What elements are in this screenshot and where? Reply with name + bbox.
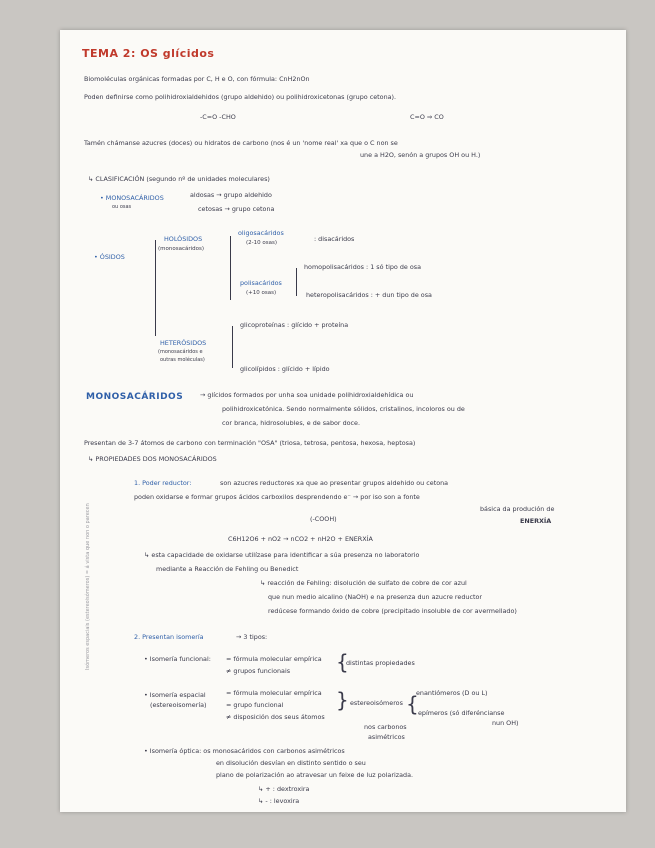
iso-espacial-a: = fórmula molecular empírica	[226, 689, 322, 697]
cetosas: cetosas → grupo cetona	[198, 205, 275, 213]
osidos-label: • ÓSIDOS	[94, 253, 125, 261]
oligosacaridos-label: oligosacáridos	[238, 229, 284, 237]
monosacaridos-label: • MONOSACÁRIDOS	[100, 194, 164, 202]
iso-funcional-a: = fórmula molecular empírica	[226, 655, 322, 663]
mono-def-3: cor branca, hidrosolubles, e de sabor doce.	[222, 419, 361, 427]
heterosidos-bracket	[232, 326, 233, 368]
heterosidos-note-2: outras moléculas)	[160, 357, 205, 363]
estereo-brace: {	[406, 692, 419, 716]
estereoisomeros: estereoisómeros	[350, 699, 403, 707]
epimeros: epímeros (só diferéncianse	[418, 709, 505, 717]
notebook-page	[60, 30, 626, 812]
polisacaridos-label: polisacáridos	[240, 279, 282, 287]
oligosacaridos-note: (2-10 osas)	[246, 240, 277, 246]
fehling-line-3: ↳ reacción de Fehling: disolución de sulfato de cobre de cor azul	[260, 579, 467, 587]
page-title: TEMA 2: OS glícidos	[82, 47, 215, 60]
formula-ketone: C=O ⇒ CO	[410, 113, 444, 121]
carbonos-asim-2: asimétricos	[368, 733, 405, 741]
disacaridos: : disacáridos	[314, 235, 355, 243]
iso-optica-3: plano de polarización ao atravesar un feixe de luz polarizada.	[216, 771, 414, 779]
prop-1-energy: ENERXÍA	[520, 517, 552, 525]
iso-optica-2: en disolución desvían en distinto sentido o seu	[216, 759, 366, 767]
polisacaridos-note: (+10 osas)	[246, 290, 277, 296]
cooh-label: (-COOH)	[310, 515, 337, 523]
intro-line-4: une a H2O, senón a grupos OH ou H.)	[360, 151, 481, 159]
intro-line-3: Tamén chámanse azucres (doces) ou hidratos de carbono (nos é un 'nome real' xa que o C non se	[84, 139, 398, 147]
iso-optica: • Isomería óptica: os monosacáridos con carbonos asimétricos	[144, 747, 345, 755]
formula-aldehyde: -C=O -CHO	[200, 113, 236, 121]
fehling-line-1: ↳ esta capacidade de oxidarse utilízase para identificar a súa presenza no laboratorio	[144, 551, 420, 559]
glicoproteinas: glicoproteínas : glícido + proteína	[240, 321, 349, 329]
fehling-line-2: mediante a Reacción de Fehling ou Benedict	[156, 565, 299, 573]
mono-def-2: polihidroxicetónica. Sendo normalmente sólidos, cristalinos, incoloros ou de	[222, 405, 465, 413]
iso-funcional-brace: {	[336, 650, 349, 674]
levoxira: ↳ - : levoxira	[258, 797, 300, 805]
intro-line-2: Poden definirse como polihidroxialdehidos (grupo aldehido) ou polihidroxicetonas (grupo cetona).	[84, 93, 397, 101]
prop-2-types: → 3 tipos:	[236, 633, 268, 641]
classification-heading: ↳ CLASIFICACIÓN (segundo nº de unidades moleculares)	[88, 175, 270, 183]
iso-espacial-brace: }	[336, 688, 349, 712]
mono-carbons: Presentan de 3-7 átomos de carbono con terminación "OSA" (triosa, tetrosa, pentosa, hexosa, heptosa)	[84, 439, 416, 447]
epimeros-note: nun OH)	[492, 719, 519, 727]
carbonos-asim-1: nos carbonos	[364, 723, 407, 731]
holosidos-note: (monosacáridos)	[158, 246, 205, 252]
heterosidos-label: HETERÓSIDOS	[160, 339, 207, 347]
iso-espacial-note: (estereoisomería)	[150, 701, 207, 709]
polisacaridos-bracket	[296, 268, 297, 296]
fehling-line-4: que nun medio alcalino (NaOH) e na presenza dun azucre reductor	[268, 593, 483, 601]
holosidos-label: HOLÓSIDOS	[164, 235, 203, 243]
holosidos-bracket	[230, 236, 231, 300]
iso-espacial: • Isomería espacial	[144, 691, 206, 699]
homopolisacaridos: homopolisacáridos : 1 só tipo de osa	[304, 263, 422, 271]
prop-2-title: 2. Presentan isomería	[134, 633, 204, 641]
iso-espacial-c: ≠ disposición dos seus átomos	[226, 713, 325, 721]
dextroxira: ↳ + : dextroxira	[258, 785, 310, 793]
iso-funcional-b: ≠ grupos funcionais	[226, 667, 291, 675]
enantiomeros: enantiómeros (D ou L)	[416, 689, 488, 697]
intro-line-1: Biomoléculas orgánicas formadas por C, H e O, con fórmula: CnH2nOn	[84, 75, 310, 83]
prop-1-c: básica da produción de	[480, 505, 555, 513]
fehling-line-5: redúcese formando óxido de cobre (precipitado insoluble de cor avermellado)	[268, 607, 517, 615]
mono-def-1: → glícidos formados por unha soa unidade polihidroxialdehídica ou	[200, 391, 414, 399]
iso-funcional-result: distintas propiedades	[346, 659, 415, 667]
side-note: Isómeros espaciais (estereoisómeros) = á vista que non o parecen	[85, 503, 91, 670]
props-heading: ↳ PROPIEDADES DOS MONOSACÁRIDOS	[88, 455, 217, 463]
osidos-bracket	[155, 240, 156, 336]
prop-1-a: son azucres reductores xa que ao presentar grupos aldehido ou cetona	[220, 479, 449, 487]
prop-1-title: 1. Poder reductor:	[134, 479, 192, 487]
heteropolisacaridos: heteropolisacáridos : + dun tipo de osa	[306, 291, 432, 299]
monosacaridos-heading: MONOSACÁRIDOS	[86, 392, 184, 402]
prop-1-b: poden oxidarse e formar grupos ácidos carboxilos desprendendo e⁻ → por iso son a fonte	[134, 493, 420, 501]
iso-espacial-b: = grupo funcional	[226, 701, 284, 709]
iso-funcional: • Isomería funcional:	[144, 655, 211, 663]
monosacaridos-note: ou osas	[112, 204, 132, 210]
heterosidos-note-1: (monosacáridos e	[158, 349, 203, 355]
oxidation-reaction: C6H12O6 + nO2 → nCO2 + nH2O + ENERXÍA	[228, 535, 373, 543]
glicolipidos: glicolípidos : glícido + lípido	[240, 365, 330, 373]
aldosas: aldosas → grupo aldehido	[190, 191, 272, 199]
